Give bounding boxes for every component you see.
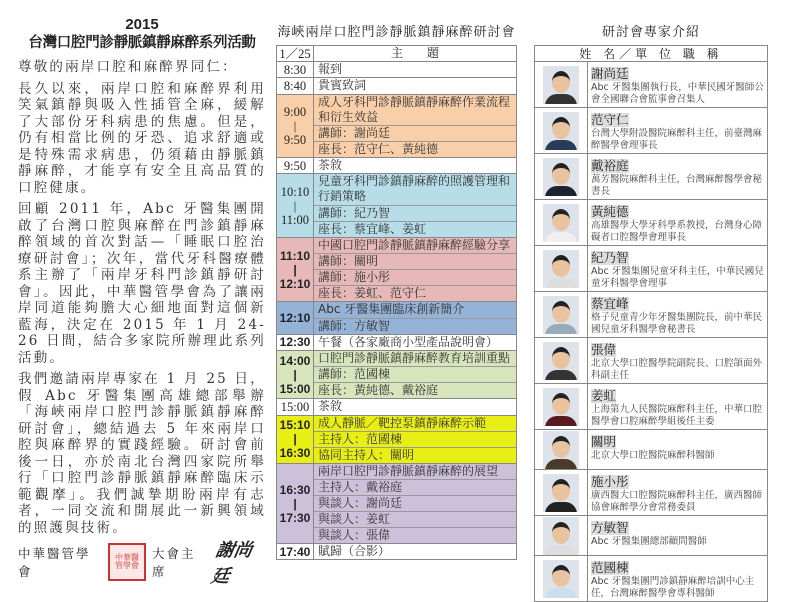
session-row: 貴賓致詞 [318, 78, 367, 93]
expert-info [588, 62, 767, 107]
expert-photo-cell [535, 246, 588, 291]
expert-row [535, 291, 767, 337]
session-time [277, 158, 314, 173]
photo-head [552, 393, 570, 415]
expert-photo-cell [535, 430, 588, 469]
letter-paragraph: 回顧 2011 年，Abc 牙醫集團開啟了台灣口腔與麻醉在門診鎮靜麻醉領域的首次對話—「睡眠口腔治療研討會」；次年，當代牙科醫療體系主辦了「兩岸牙科門診鎮靜研討會」。因此，中華醫管學會為了讓兩岸同道能夠膽大心細地面對這個新藍海，決定在 2015 年 1 月 24-26 日間，結合多家院所辦理此系列活動。 [18, 201, 266, 366]
time-label: 9:00 [283, 104, 307, 119]
photo-head [552, 565, 570, 587]
time-label: 17:30 [279, 510, 311, 525]
time-label: 10:10 [280, 184, 310, 199]
session-row: 座長：蔡宜峰、姜虹 [314, 221, 516, 237]
expert-info [588, 556, 767, 601]
expert-photo [543, 158, 579, 196]
expert-title: 萬芳醫院麻醉科主任，台灣麻醉醫學會秘書長 [591, 174, 763, 197]
letter-paragraph: 尊敬的兩岸口腔和麻醉界同仁： [18, 59, 238, 75]
time-label: 17:40 [279, 544, 311, 559]
schedule-block [277, 543, 516, 559]
photo-head [552, 436, 570, 458]
session-time [277, 95, 314, 158]
time-label: 8:40 [283, 78, 307, 93]
time-label: | [293, 118, 297, 133]
schedule-header [277, 46, 516, 61]
organizer-name: 中華醫管學會 [18, 546, 91, 579]
session-rows [314, 544, 516, 559]
expert-row [535, 153, 767, 199]
photo-body [545, 186, 577, 196]
session-row: 與談人：張偉 [314, 527, 516, 543]
time-label: 11:10 [279, 248, 311, 263]
schedule-block [277, 301, 516, 333]
expert-photo-cell [535, 292, 588, 337]
schedule-table [276, 45, 517, 560]
expert-title: Abc 牙醫集團門診鎮靜麻醉培訓中心主任，台灣麻醉醫學會專科醫師 [591, 576, 755, 599]
expert-photo-cell [535, 338, 588, 383]
photo-head [552, 479, 570, 501]
expert-photo [543, 388, 579, 426]
expert-name: 范守仁 [591, 112, 629, 127]
expert-row [535, 469, 767, 515]
expert-photo-cell [535, 516, 588, 555]
session-rows [314, 335, 516, 350]
session-rows [314, 416, 516, 463]
expert-photo-cell [535, 556, 588, 601]
session-time [277, 351, 314, 398]
session-row: 與談人：姜虹 [314, 511, 516, 527]
expert-photo [543, 431, 579, 469]
session-time [277, 399, 314, 414]
photo-head [552, 71, 570, 93]
photo-body [545, 278, 577, 288]
schedule-block [277, 173, 516, 237]
expert-name: 謝尚廷 [591, 66, 629, 81]
expert-row [535, 62, 767, 107]
expert-info [588, 384, 767, 429]
expert-title: 格子兒童青少年牙醫集團院長，前中華民國兒童牙科醫學會秘書長 [591, 312, 763, 335]
expert-photo [543, 204, 579, 242]
experts-title: 研討會專家介紹 [601, 25, 700, 40]
expert-name: 范國棟 [591, 560, 629, 575]
expert-info [588, 154, 767, 199]
expert-photo-cell [535, 470, 588, 515]
session-time [277, 238, 314, 301]
session-rows [314, 399, 516, 414]
time-label: 15:10 [279, 418, 311, 433]
photo-body [545, 370, 577, 380]
chair-label: 大會主席 [151, 546, 196, 579]
session-rows [314, 174, 516, 237]
session-row: 成人牙科門診靜脈鎮靜麻醉作業流程和衍生效益 [318, 94, 511, 124]
session-row: 成人靜脈／靶控泵鎮靜麻醉示範 [318, 415, 487, 430]
expert-title: Abc 牙醫集團執行長，中華民國牙醫師公會全國聯合會監事會召集人 [591, 82, 764, 105]
session-time [277, 302, 314, 333]
expert-title: 北京大學口腔醫學院副院長、口腔頜面外科副主任 [591, 358, 763, 381]
photo-body [545, 502, 577, 512]
time-label: 8:30 [283, 62, 307, 77]
photo-body [545, 459, 577, 469]
schedule-block [277, 350, 516, 398]
session-time [277, 335, 314, 350]
event-title: 台灣口腔門診靜脈鎮靜麻醉系列活動 [28, 35, 256, 51]
schedule-title: 海峽兩岸口腔門診靜脈鎮靜麻醉研討會 [277, 25, 516, 40]
experts-header: 姓 名／單 位 職 稱 [535, 46, 767, 62]
session-rows [314, 158, 516, 173]
schedule-block [277, 334, 516, 350]
session-rows [314, 95, 516, 158]
expert-info [588, 338, 767, 383]
expert-photo [543, 517, 579, 555]
expert-row [535, 337, 767, 383]
time-label: 15:00 [279, 381, 311, 396]
schedule-block [277, 157, 516, 173]
expert-row [535, 107, 767, 153]
session-row: 賦歸（合影） [318, 544, 391, 559]
session-row: 午餐（各家廠商小型產品說明會） [318, 334, 499, 349]
photo-body [545, 416, 577, 426]
session-row: 主持人：范國棟 [314, 431, 516, 447]
expert-photo [543, 250, 579, 288]
session-row: Abc 牙醫集團臨床創新簡介 [318, 302, 465, 317]
session-row: 茶敘 [318, 399, 343, 414]
session-row: 茶敘 [318, 158, 343, 173]
photo-head [552, 117, 570, 139]
expert-row [535, 429, 767, 469]
expert-row [535, 515, 767, 555]
expert-title: Abc 牙醫集團總部顧問醫師 [591, 536, 707, 547]
photo-body [545, 545, 577, 555]
photo-head [552, 301, 570, 323]
session-row: 講師：謝尚廷 [314, 125, 516, 141]
session-row: 講師：關明 [314, 253, 516, 269]
expert-info [588, 108, 767, 153]
time-label: 14:00 [279, 353, 311, 368]
expert-info [588, 200, 767, 245]
expert-photo [543, 342, 579, 380]
session-row: 兒童牙科門診鎮靜麻醉的照護管理和行銷策略 [318, 174, 511, 204]
time-label: 9:50 [283, 158, 307, 173]
expert-photo [543, 560, 579, 598]
session-row: 講師：方敏智 [314, 318, 516, 334]
time-label: 12:10 [279, 311, 311, 326]
expert-title: Abc 牙醫集團兒童牙科主任，中華民國兒童牙科醫學會理事 [591, 266, 764, 289]
session-row: 講師：范國棟 [314, 366, 516, 382]
expert-photo [543, 474, 579, 512]
organizer-seal: 中華醫管學會 [108, 543, 146, 581]
schedule-block [277, 94, 516, 158]
expert-info [588, 516, 767, 555]
time-label: 16:30 [279, 482, 311, 497]
schedule-block [277, 77, 516, 93]
expert-photo-cell [535, 108, 588, 153]
session-time [277, 416, 314, 463]
expert-name: 戴裕庭 [591, 158, 629, 173]
expert-title: 台灣大學附設醫院麻醉科主任，前臺灣麻醉醫學會理事長 [591, 128, 763, 151]
schedule-block [277, 61, 516, 77]
session-rows [314, 78, 516, 93]
session-row: 中國口腔門診靜脈鎮靜麻醉經驗分享 [318, 238, 511, 253]
session-row: 座長：姜虹、范守仁 [314, 285, 516, 301]
expert-photo [543, 66, 579, 104]
expert-name: 黃純德 [591, 204, 629, 219]
schedule-block [277, 237, 516, 301]
photo-head [552, 163, 570, 185]
expert-title: 廣西醫大口腔醫院麻醉科主任，廣西醫師協會麻醉學分會常務委員 [591, 490, 763, 513]
schedule-block [277, 415, 516, 463]
session-time [277, 174, 314, 237]
time-label: 15:00 [280, 399, 310, 414]
header-topic: 主 題 [390, 46, 439, 60]
session-row: 座長：范守仁、黃純德 [314, 141, 516, 157]
time-label: 16:30 [279, 446, 311, 461]
event-year: 2015 [125, 16, 159, 33]
expert-name: 施小彤 [591, 474, 629, 489]
photo-head [552, 347, 570, 369]
session-rows [314, 302, 516, 333]
photo-head [552, 522, 570, 544]
expert-photo [543, 296, 579, 334]
expert-info [588, 470, 767, 515]
session-rows [314, 238, 516, 301]
expert-name: 姜虹 [591, 388, 617, 403]
session-rows [314, 464, 516, 543]
expert-name: 紀乃智 [591, 250, 629, 265]
time-label: | [293, 262, 297, 277]
time-label: | [293, 496, 297, 511]
intro-letter [18, 16, 266, 587]
expert-name: 方敏智 [591, 520, 629, 535]
time-label: 9:50 [283, 132, 307, 147]
header-date: 1／25 [277, 46, 314, 61]
expert-info [588, 430, 767, 469]
expert-row [535, 245, 767, 291]
photo-head [552, 255, 570, 277]
session-rows [314, 351, 516, 398]
letter-body [18, 59, 266, 536]
session-row: 與談人：謝尚廷 [314, 495, 516, 511]
session-rows [314, 62, 516, 77]
photo-body [545, 140, 577, 150]
expert-photo-cell [535, 154, 588, 199]
expert-info [588, 292, 767, 337]
expert-title: 上海第九人民醫院麻醉科主任，中華口腔醫學會口腔麻醉學組後任主委 [591, 404, 763, 427]
photo-head [552, 209, 570, 231]
expert-row [535, 199, 767, 245]
schedule-block [277, 398, 516, 414]
expert-row [535, 555, 767, 601]
session-row: 協同主持人：關明 [314, 447, 516, 463]
session-row: 座長：黃純德、戴裕庭 [314, 382, 516, 398]
time-label: 12:10 [279, 276, 311, 291]
photo-body [545, 94, 577, 104]
schedule-block [277, 463, 516, 543]
session-time [277, 464, 314, 543]
session-time [277, 544, 314, 559]
session-row: 兩岸口腔門診靜脈鎮靜麻醉的展望 [318, 463, 499, 478]
expert-photo-cell [535, 384, 588, 429]
session-time [277, 62, 314, 77]
photo-body [545, 588, 577, 598]
time-label: | [293, 198, 297, 213]
expert-photo [543, 112, 579, 150]
time-label: 12:30 [279, 335, 311, 350]
time-label: | [293, 367, 297, 382]
expert-photo-cell [535, 62, 588, 107]
expert-name: 關明 [591, 434, 617, 449]
session-time [277, 78, 314, 93]
chair-signature: 謝尚廷 [209, 540, 254, 587]
photo-body [545, 232, 577, 242]
signature-block [18, 540, 266, 587]
photo-body [545, 324, 577, 334]
expert-name: 張偉 [591, 342, 617, 357]
session-row: 講師：紀乃智 [314, 205, 516, 221]
expert-row [535, 383, 767, 429]
time-label: | [293, 432, 297, 447]
session-row: 口腔門診靜脈鎮靜麻醉教育培訓重點 [318, 350, 511, 365]
experts-table [534, 45, 768, 602]
letter-paragraph: 長久以來，兩岸口腔和麻醉界利用笑氣鎮靜與吸入性插管全麻，緩解了大部份牙科病患的焦慮。但是，仍有相當比例的牙恐、追求舒適或是特殊需求病患，仍須藉由靜脈鎮靜麻醉，才能享有安全且高品質的口腔健康。 [18, 80, 266, 196]
session-row: 主持人：戴裕庭 [314, 479, 516, 495]
letter-paragraph: 我們邀請兩岸專家在 1 月 25 日，假 Abc 牙醫集團高雄總部舉辦「海峽兩岸口腔門診靜脈鎮靜麻醉研討會」，總結過去 5 年來兩岸口腔與麻醉界的實踐經驗。研討會前後一日，亦於南北台灣四家院所舉行「口腔門診靜脈鎮靜麻醉臨床示範觀摩」。我們誠摯期盼兩岸有志者，一同交流和開展此一新興領域的照護與技術。 [18, 371, 266, 536]
time-label: 11:00 [280, 212, 309, 227]
expert-name: 蔡宜峰 [591, 296, 629, 311]
expert-title: 高雄醫學大學牙科學系教授，台灣身心障礙者口腔醫學會理事長 [591, 220, 763, 243]
session-row: 講師：施小彤 [314, 269, 516, 285]
expert-title: 北京大學口腔醫院麻醉科醫師 [591, 450, 715, 461]
expert-info [588, 246, 767, 291]
session-row: 報到 [318, 62, 343, 76]
expert-photo-cell [535, 200, 588, 245]
